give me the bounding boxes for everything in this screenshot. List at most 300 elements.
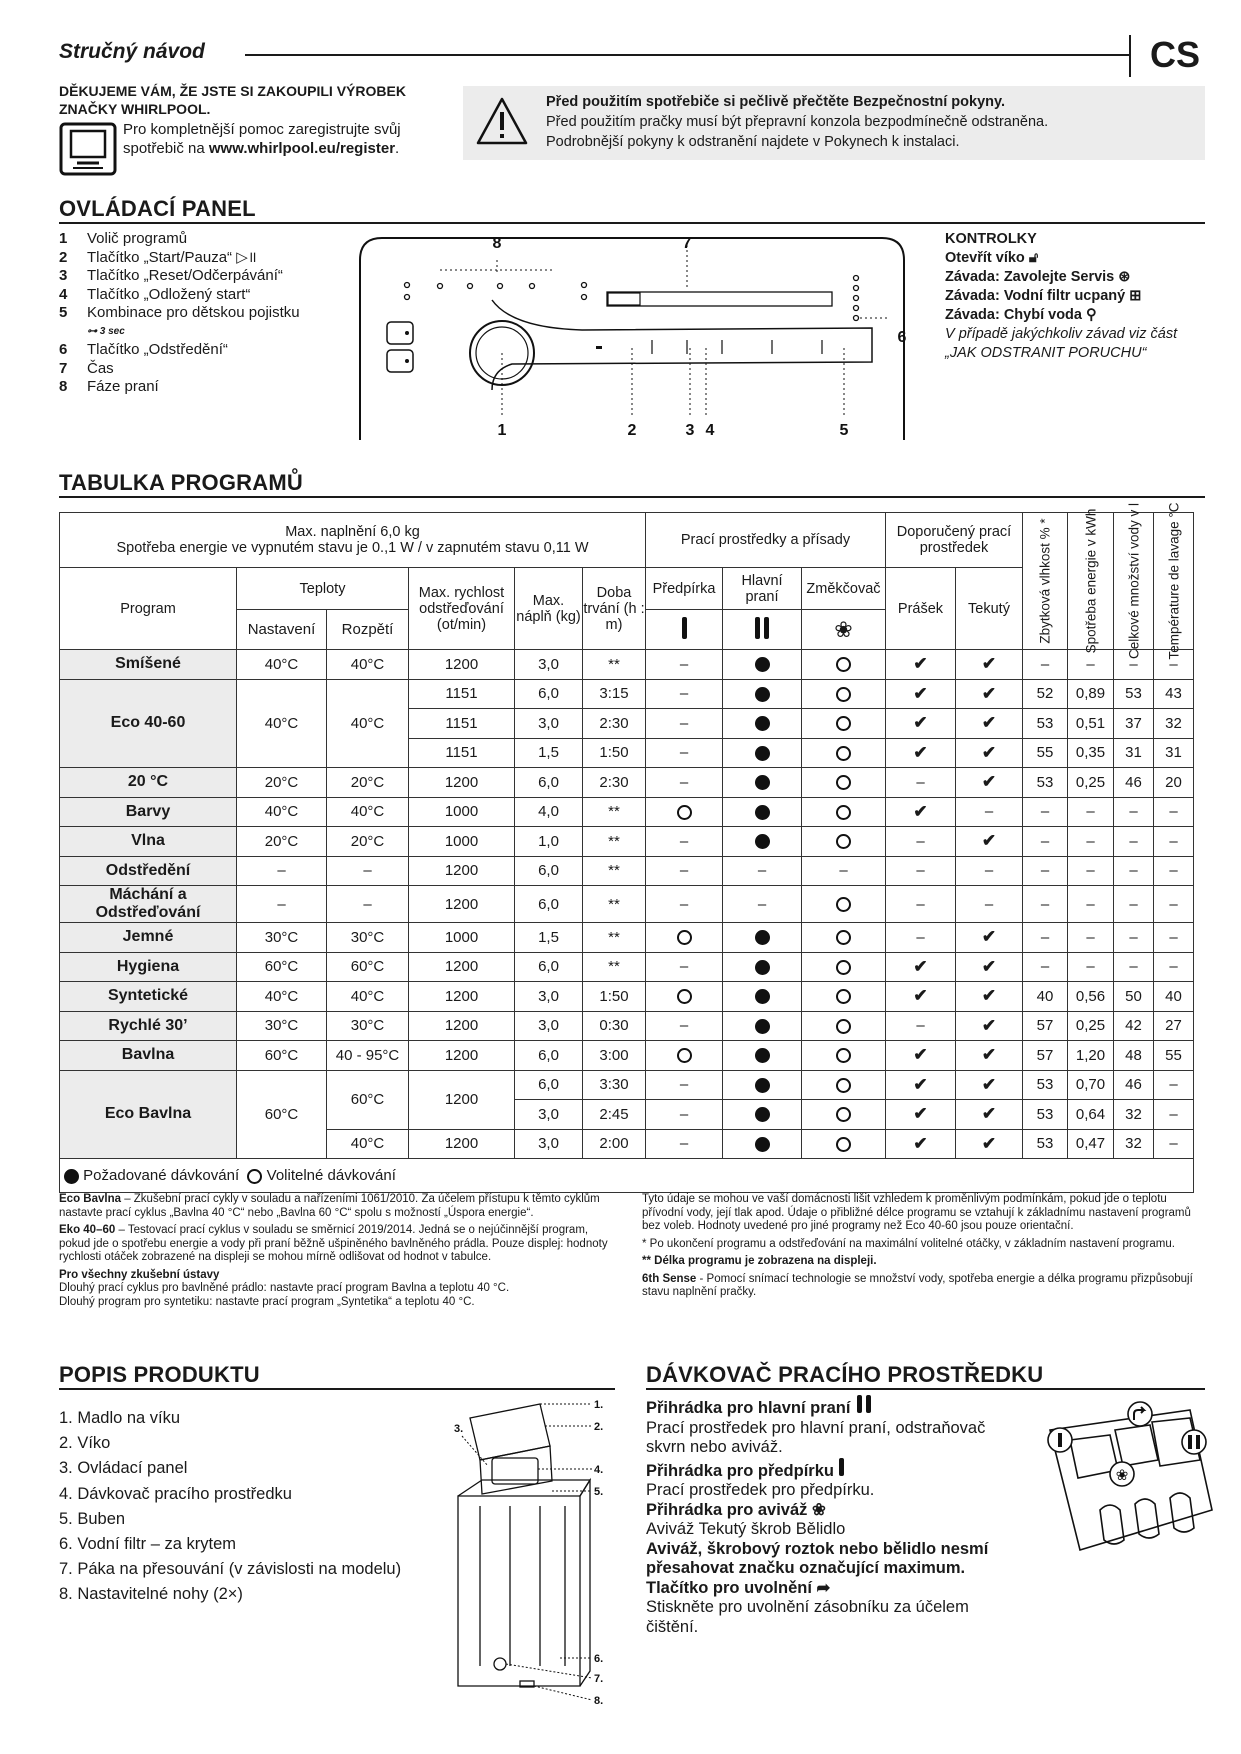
energy-kwh: 0,70: [1068, 1070, 1114, 1100]
section-rule: [59, 222, 1205, 224]
water-l: 32: [1114, 1129, 1154, 1159]
table-row: [60, 982, 1194, 1012]
cell-powder: [886, 650, 956, 680]
temp-setting: 40°C: [237, 797, 327, 827]
callout: 3.: [454, 1423, 464, 1435]
check-icon: ✔: [981, 831, 997, 851]
indicator-water: Závada: Chybí voda ⚲: [945, 307, 1097, 323]
required-dot-icon: [755, 834, 770, 849]
cell-soft: [802, 886, 886, 923]
energy-kwh: 0,47: [1068, 1129, 1114, 1159]
optional-ring-icon: [836, 746, 851, 761]
cell-powder: –: [886, 923, 956, 953]
max-load: 6,0: [515, 1070, 583, 1100]
cell-liquid: [956, 952, 1023, 982]
cell-liquid: [956, 1011, 1023, 1041]
cell-main: –: [723, 886, 802, 923]
wash-temp: –: [1154, 650, 1194, 680]
cell-main: [723, 768, 802, 798]
section-rule: [59, 1388, 615, 1390]
max-load: 3,0: [515, 1011, 583, 1041]
temp-range: 20°C: [327, 768, 409, 798]
cell-liquid: [956, 738, 1023, 768]
table-head-duration: Doba trvání (h : m): [583, 568, 646, 650]
required-dot-icon: [755, 960, 770, 975]
table-head-load: Max. naplnění 6,0 kg Spotřeba energie ve vypnutém stavu je 0.,1 W / v zapnutém stavu 0,11 W: [60, 513, 646, 568]
temp-range: 40°C: [327, 797, 409, 827]
moisture: 40: [1023, 982, 1068, 1012]
check-icon: ✔: [913, 1104, 928, 1124]
program-name: Bavlna: [60, 1041, 237, 1071]
table-row: [60, 1041, 1194, 1071]
control-panel-list: [59, 230, 339, 397]
energy-kwh: 0,25: [1068, 1011, 1114, 1041]
cell-pre: –: [646, 886, 723, 923]
cell-main: [723, 797, 802, 827]
release-button-heading: Tlačítko pro uvolnění ➦: [646, 1578, 831, 1597]
dispenser-warning: Aviváž, škrobový roztok nebo bělidlo nesmí přesahovat značku označující maximum.: [646, 1539, 989, 1577]
max-spin: 1000: [409, 827, 515, 857]
wash-temp: –: [1154, 923, 1194, 953]
optional-ring-icon: [247, 1169, 262, 1184]
table-row: [60, 1011, 1194, 1041]
required-dot-icon: [755, 930, 770, 945]
diagram-number: 6: [897, 329, 907, 346]
cell-powder: –: [886, 827, 956, 857]
energy-kwh: 1,20: [1068, 1041, 1114, 1071]
cell-liquid: [956, 982, 1023, 1012]
cell-liquid: [956, 1070, 1023, 1100]
callout: 6.: [594, 1653, 604, 1665]
moisture: –: [1023, 650, 1068, 680]
wash-temp: –: [1154, 856, 1194, 886]
duration: 1:50: [583, 738, 646, 768]
water-l: 53: [1114, 679, 1154, 709]
cell-liquid: [956, 827, 1023, 857]
guide-title: Stručný návod: [59, 40, 205, 63]
moisture: 53: [1023, 1100, 1068, 1130]
duration: 2:30: [583, 709, 646, 739]
temp-setting: 20°C: [237, 827, 327, 857]
optional-ring-icon: [836, 805, 851, 820]
diagram-number: 1: [497, 422, 507, 439]
cell-pre: –: [646, 856, 723, 886]
cell-pre: [646, 923, 723, 953]
program-name: Vlna: [60, 827, 237, 857]
table-row: [60, 679, 1194, 709]
prewash-compartment-heading: Přihrádka pro předpírku: [646, 1458, 1011, 1482]
max-spin: 1200: [409, 1129, 515, 1159]
temp-range: –: [327, 886, 409, 923]
energy-kwh: –: [1068, 923, 1114, 953]
table-row: [60, 952, 1194, 982]
release-arrow-icon: ➦: [816, 1578, 831, 1597]
max-spin: 1151: [409, 679, 515, 709]
cell-powder: –: [886, 768, 956, 798]
water-l: 31: [1114, 738, 1154, 768]
water-l: –: [1114, 827, 1154, 857]
optional-ring-icon: [677, 930, 692, 945]
duration: 2:30: [583, 768, 646, 798]
program-name: 20 °C: [60, 768, 237, 798]
dispenser-heading: DÁVKOVAČ PRACÍHO PROSTŘEDKU: [646, 1362, 1044, 1387]
water-l: 50: [1114, 982, 1154, 1012]
max-load: 3,0: [515, 650, 583, 680]
optional-ring-icon: [836, 1048, 851, 1063]
check-icon: ✔: [913, 801, 928, 821]
dispenser-illustration: [1040, 1400, 1220, 1580]
temp-range: 40°C: [327, 679, 409, 768]
optional-ring-icon: [836, 1137, 851, 1152]
duration: **: [583, 886, 646, 923]
optional-ring-icon: [836, 897, 851, 912]
table-row: [60, 797, 1194, 827]
moisture: –: [1023, 856, 1068, 886]
cell-liquid: [956, 768, 1023, 798]
check-icon: ✔: [981, 1133, 997, 1153]
program-table-heading: TABULKA PROGRAMŮ: [59, 470, 303, 495]
required-dot-icon: [755, 1078, 770, 1093]
max-load: 6,0: [515, 952, 583, 982]
check-icon: ✔: [981, 772, 997, 792]
list-item: 2. Víko: [59, 1434, 111, 1453]
table-head-liquid: Tekutý: [956, 568, 1023, 650]
cell-pre: –: [646, 1011, 723, 1041]
temp-setting: 40°C: [237, 650, 327, 680]
duration: 2:45: [583, 1100, 646, 1130]
check-icon: ✔: [981, 1104, 997, 1124]
cell-liquid: [956, 709, 1023, 739]
cell-soft: [802, 797, 886, 827]
moisture: 57: [1023, 1041, 1068, 1071]
notes-right: Tyto údaje se mohou ve vaší domácnosti lišit vzhledem k proměnlivým podmínkám, pokud jde o teplotu přívodní vody, její tlak apod. Údaje o přibližné délce programu se vztahují k základnímu nastavení programů bez voleb. Hodnoty uvedené pro jiné programy než Eco 40-60 jsou pouze orientační. * Po ukončení programu a odstřeďování na maximální volitelné otáčky, v základním nastavení programu. ** Délka programu je zobrazena na displeji. 6th Sense - Pomocí snímací technologie se množství vody, spotřeba energie a délka programu přizpůsobují stavu naplnění pračky.: [642, 1193, 1193, 1298]
water-l: –: [1114, 923, 1154, 953]
dispenser-text: [646, 1395, 1011, 1637]
safety-line-1: Před použitím spotřebiče si pečlivě přečtěte Bezpečnostní pokyny.: [546, 94, 1006, 110]
max-load: 3,0: [515, 709, 583, 739]
cell-soft: [802, 709, 886, 739]
optional-ring-icon: [836, 775, 851, 790]
wash-temp: 55: [1154, 1041, 1194, 1071]
cell-main: [723, 1041, 802, 1071]
max-spin: 1200: [409, 1070, 515, 1129]
check-icon: ✔: [913, 986, 928, 1006]
check-icon: ✔: [981, 1045, 997, 1065]
thanks-heading: DĚKUJEME VÁM, ŽE JSTE SI ZAKOUPILI VÝROBEK ZNAČKY WHIRLPOOL.: [59, 83, 406, 117]
moisture: –: [1023, 886, 1068, 923]
check-icon: ✔: [981, 927, 997, 947]
cell-pre: –: [646, 952, 723, 982]
temp-setting: 30°C: [237, 923, 327, 953]
max-spin: 1151: [409, 709, 515, 739]
indicator-note-ref: „JAK ODSTRANIT PORUCHU“: [945, 345, 1147, 361]
cell-powder: [886, 952, 956, 982]
cell-pre: [646, 1041, 723, 1071]
optional-ring-icon: [836, 1107, 851, 1122]
temp-setting: 40°C: [237, 679, 327, 768]
optional-ring-icon: [836, 1019, 851, 1034]
program-name: Hygiena: [60, 952, 237, 982]
wash-temp: 32: [1154, 709, 1194, 739]
cell-pre: –: [646, 738, 723, 768]
cell-powder: –: [886, 886, 956, 923]
max-load: 6,0: [515, 886, 583, 923]
cell-main: [723, 709, 802, 739]
program-name: Eco 40-60: [60, 679, 237, 768]
duration: **: [583, 797, 646, 827]
table-head-moisture: Zbytková vlhkost % *: [1023, 513, 1068, 650]
moisture: 52: [1023, 679, 1068, 709]
list-item: 6. Vodní filtr – za krytem: [59, 1535, 236, 1554]
program-name: Eco Bavlna: [60, 1070, 237, 1159]
max-load: 6,0: [515, 679, 583, 709]
moisture: 57: [1023, 1011, 1068, 1041]
temp-range: 30°C: [327, 1011, 409, 1041]
prewash-icon: [646, 610, 723, 650]
wash-temp: –: [1154, 886, 1194, 923]
cell-soft: [802, 952, 886, 982]
safety-text: [546, 92, 1196, 152]
max-load: 3,0: [515, 1129, 583, 1159]
optional-ring-icon: [836, 657, 851, 672]
energy-kwh: –: [1068, 952, 1114, 982]
max-spin: 1200: [409, 856, 515, 886]
duration: **: [583, 650, 646, 680]
duration: 3:30: [583, 1070, 646, 1100]
cell-liquid: [956, 650, 1023, 680]
wash-temp: –: [1154, 1070, 1194, 1100]
moisture: 53: [1023, 768, 1068, 798]
cell-main: [723, 679, 802, 709]
energy-kwh: 0,89: [1068, 679, 1114, 709]
max-spin: 1200: [409, 1011, 515, 1041]
table-head-water: Celkové množství vody v l: [1114, 513, 1154, 650]
cell-soft: [802, 650, 886, 680]
indicator-filter: Závada: Vodní filtr ucpaný ⊞: [945, 288, 1142, 304]
temp-setting: 60°C: [237, 952, 327, 982]
moisture: 55: [1023, 738, 1068, 768]
cell-liquid: [956, 679, 1023, 709]
list-item: 5 Kombinace pro dětskou pojistku: [59, 304, 300, 321]
moisture: 53: [1023, 709, 1068, 739]
table-row: [60, 886, 1194, 923]
header-rule: [245, 54, 1130, 56]
wash-temp: –: [1154, 952, 1194, 982]
required-dot-icon: [755, 1048, 770, 1063]
indicator-note: V případě jakýchkoliv závad viz část: [945, 326, 1178, 342]
table-row: [60, 827, 1194, 857]
cell-powder: [886, 1070, 956, 1100]
wash-temp: 40: [1154, 982, 1194, 1012]
padlock-icon: 🔓︎: [1028, 250, 1039, 266]
list-item: 6 Tlačítko „Odstředění“: [59, 341, 228, 358]
temp-setting: 40°C: [237, 982, 327, 1012]
cell-powder: [886, 738, 956, 768]
table-row: [60, 1070, 1194, 1100]
notes-left: Eco Bavlna – Zkušební prací cykly v souladu a nařízeními 1061/2010. Za účelem přístupu k těmto cyklům nastavte prací cyklus „Bavlna 40 °C“ nebo „Bavlna 60 °C“ spolu s možností „Úspora energie“. Eko 40–60 – Testovací prací cyklus v souladu se směrnicí 2019/2014. Jedná se o nejúčinnější program, pokud jde o spotřebu energie a vody při praní běžně ušpiněného bavlněného prádla. Pouze displej: hodnoty rychlosti otáček zobrazené na displeji se mohou mírně odlišovat od hodnot v tabulce. Pro všechny zkušební ústavy Dlouhý prací cyklus pro bavlněné prádlo: nastavte prací program Bavlna a teplotu 40 °C. Dlouhý program pro syntetiku: nastavte prací program „Syntetika“ a teplotu 40 °C.: [59, 1193, 608, 1308]
temp-setting: 20°C: [237, 768, 327, 798]
water-l: –: [1114, 650, 1154, 680]
energy-kwh: 0,64: [1068, 1100, 1114, 1130]
moisture: –: [1023, 923, 1068, 953]
diagram-number: 3: [685, 422, 695, 439]
cell-powder: [886, 982, 956, 1012]
max-load: 1,0: [515, 827, 583, 857]
temp-setting: –: [237, 856, 327, 886]
list-item: 1 Volič programů: [59, 230, 188, 247]
required-dot-icon: [755, 1107, 770, 1122]
table-head-recommended: Doporučený prací prostředek: [886, 513, 1023, 568]
check-icon: ✔: [981, 654, 997, 674]
diagram-number: 2: [627, 422, 637, 439]
indicators-block: [945, 230, 1215, 363]
cell-main: [723, 650, 802, 680]
cell-main: [723, 952, 802, 982]
optional-ring-icon: [836, 687, 851, 702]
temp-range: 20°C: [327, 827, 409, 857]
wash-temp: 20: [1154, 768, 1194, 798]
cell-powder: [886, 1041, 956, 1071]
energy-kwh: –: [1068, 827, 1114, 857]
mainwash-icon: [723, 610, 802, 650]
table-legend-row: [60, 1159, 1194, 1193]
temp-range: 60°C: [327, 1070, 409, 1129]
duration: 3:15: [583, 679, 646, 709]
diagram-number: 8: [492, 235, 502, 252]
moisture: 53: [1023, 1070, 1068, 1100]
cell-liquid: [956, 1041, 1023, 1071]
table-row: [60, 923, 1194, 953]
temp-setting: 60°C: [237, 1070, 327, 1159]
check-icon: ✔: [913, 1133, 928, 1153]
duration: **: [583, 827, 646, 857]
cell-soft: [802, 768, 886, 798]
table-row: [60, 856, 1194, 886]
optional-ring-icon: [836, 716, 851, 731]
cell-soft: –: [802, 856, 886, 886]
wash-temp: –: [1154, 1100, 1194, 1130]
temp-range: 40°C: [327, 982, 409, 1012]
energy-kwh: 0,25: [1068, 768, 1114, 798]
list-item: 3. Ovládací panel: [59, 1459, 188, 1478]
list-item: 1. Madlo na víku: [59, 1409, 181, 1427]
optional-ring-icon: [677, 1048, 692, 1063]
max-spin: 1200: [409, 952, 515, 982]
cell-powder: [886, 1129, 956, 1159]
water-l: 32: [1114, 1100, 1154, 1130]
cell-pre: –: [646, 1070, 723, 1100]
water-l: 42: [1114, 1011, 1154, 1041]
temp-range: 40 - 95°C: [327, 1041, 409, 1071]
callout: 5.: [594, 1486, 604, 1498]
required-dot-icon: [755, 687, 770, 702]
cell-main: [723, 738, 802, 768]
max-load: 1,5: [515, 738, 583, 768]
table-head-detergents: Prací prostředky a přísady: [646, 513, 886, 568]
softener-flower-icon: ❀: [802, 610, 886, 650]
callout: 8.: [594, 1695, 604, 1706]
check-icon: ✔: [913, 1045, 928, 1065]
check-icon: ✔: [981, 986, 997, 1006]
wash-temp: –: [1154, 797, 1194, 827]
cell-main: [723, 923, 802, 953]
indicator-service: Závada: Zavolejte Servis ⊛: [945, 269, 1131, 285]
optional-ring-icon: [836, 1078, 851, 1093]
energy-kwh: –: [1068, 886, 1114, 923]
washing-machine-illustration: [440, 1396, 620, 1706]
max-load: 3,0: [515, 1100, 583, 1130]
key-icon: ⊶: [87, 325, 97, 337]
max-load: 4,0: [515, 797, 583, 827]
diagram-number: 5: [839, 422, 849, 439]
energy-kwh: 0,51: [1068, 709, 1114, 739]
list-item: 5. Buben: [59, 1509, 126, 1528]
control-panel-heading: OVLÁDACÍ PANEL: [59, 196, 256, 221]
table-head-softener: Změkčovač: [802, 568, 886, 610]
max-load: 1,5: [515, 923, 583, 953]
cell-powder: [886, 709, 956, 739]
table-head-prewash: Předpírka: [646, 568, 723, 610]
optional-ring-icon: [836, 930, 851, 945]
cell-pre: [646, 797, 723, 827]
moisture: –: [1023, 827, 1068, 857]
table-head-fill: Max. náplň (kg): [515, 568, 583, 650]
cell-soft: [802, 1129, 886, 1159]
callout: 4.: [594, 1464, 604, 1476]
table-head-spin: Max. rychlost odstřeďování (ot/min): [409, 568, 515, 650]
cell-pre: –: [646, 1129, 723, 1159]
warning-icon: [476, 96, 528, 146]
cell-pre: [646, 982, 723, 1012]
optional-ring-icon: [677, 989, 692, 1004]
register-link[interactable]: www.whirlpool.eu/register: [208, 140, 396, 157]
check-icon: ✔: [913, 713, 928, 733]
cell-powder: –: [886, 1011, 956, 1041]
max-spin: 1200: [409, 768, 515, 798]
table-row: [60, 650, 1194, 680]
cell-soft: [802, 827, 886, 857]
wash-temp: –: [1154, 827, 1194, 857]
softener-compartment-text: Aviváž Tekutý škrob Bělidlo: [646, 1520, 846, 1538]
callout: 1.: [594, 1399, 604, 1411]
optional-ring-icon: [836, 834, 851, 849]
callout: 2.: [594, 1421, 604, 1433]
moisture: –: [1023, 952, 1068, 982]
list-item: 8. Nastavitelné nohy (2×): [59, 1585, 243, 1604]
cell-pre: –: [646, 709, 723, 739]
check-icon: ✔: [981, 1074, 997, 1094]
table-head-mainwash: Hlavní praní: [723, 568, 802, 610]
wash-temp: 27: [1154, 1011, 1194, 1041]
cell-powder: [886, 797, 956, 827]
cell-main: [723, 1129, 802, 1159]
temp-range: 40°C: [327, 650, 409, 680]
max-load: 6,0: [515, 1041, 583, 1071]
required-dot-icon: [755, 1019, 770, 1034]
table-head-temps: Teploty: [237, 568, 409, 610]
required-dot-icon: [64, 1169, 79, 1184]
check-icon: ✔: [913, 742, 928, 762]
service-icon: ⊛: [1118, 269, 1131, 285]
water-l: 37: [1114, 709, 1154, 739]
water-l: 46: [1114, 1070, 1154, 1100]
cell-main: –: [723, 856, 802, 886]
cell-soft: [802, 738, 886, 768]
check-icon: ✔: [913, 1074, 928, 1094]
energy-kwh: –: [1068, 650, 1114, 680]
list-item: 4. Dávkovač pracího prostředku: [59, 1484, 292, 1503]
safety-line-2: Před použitím pračky musí být přepravní konzola bezpodmínečně odstraněna.: [546, 114, 1049, 130]
